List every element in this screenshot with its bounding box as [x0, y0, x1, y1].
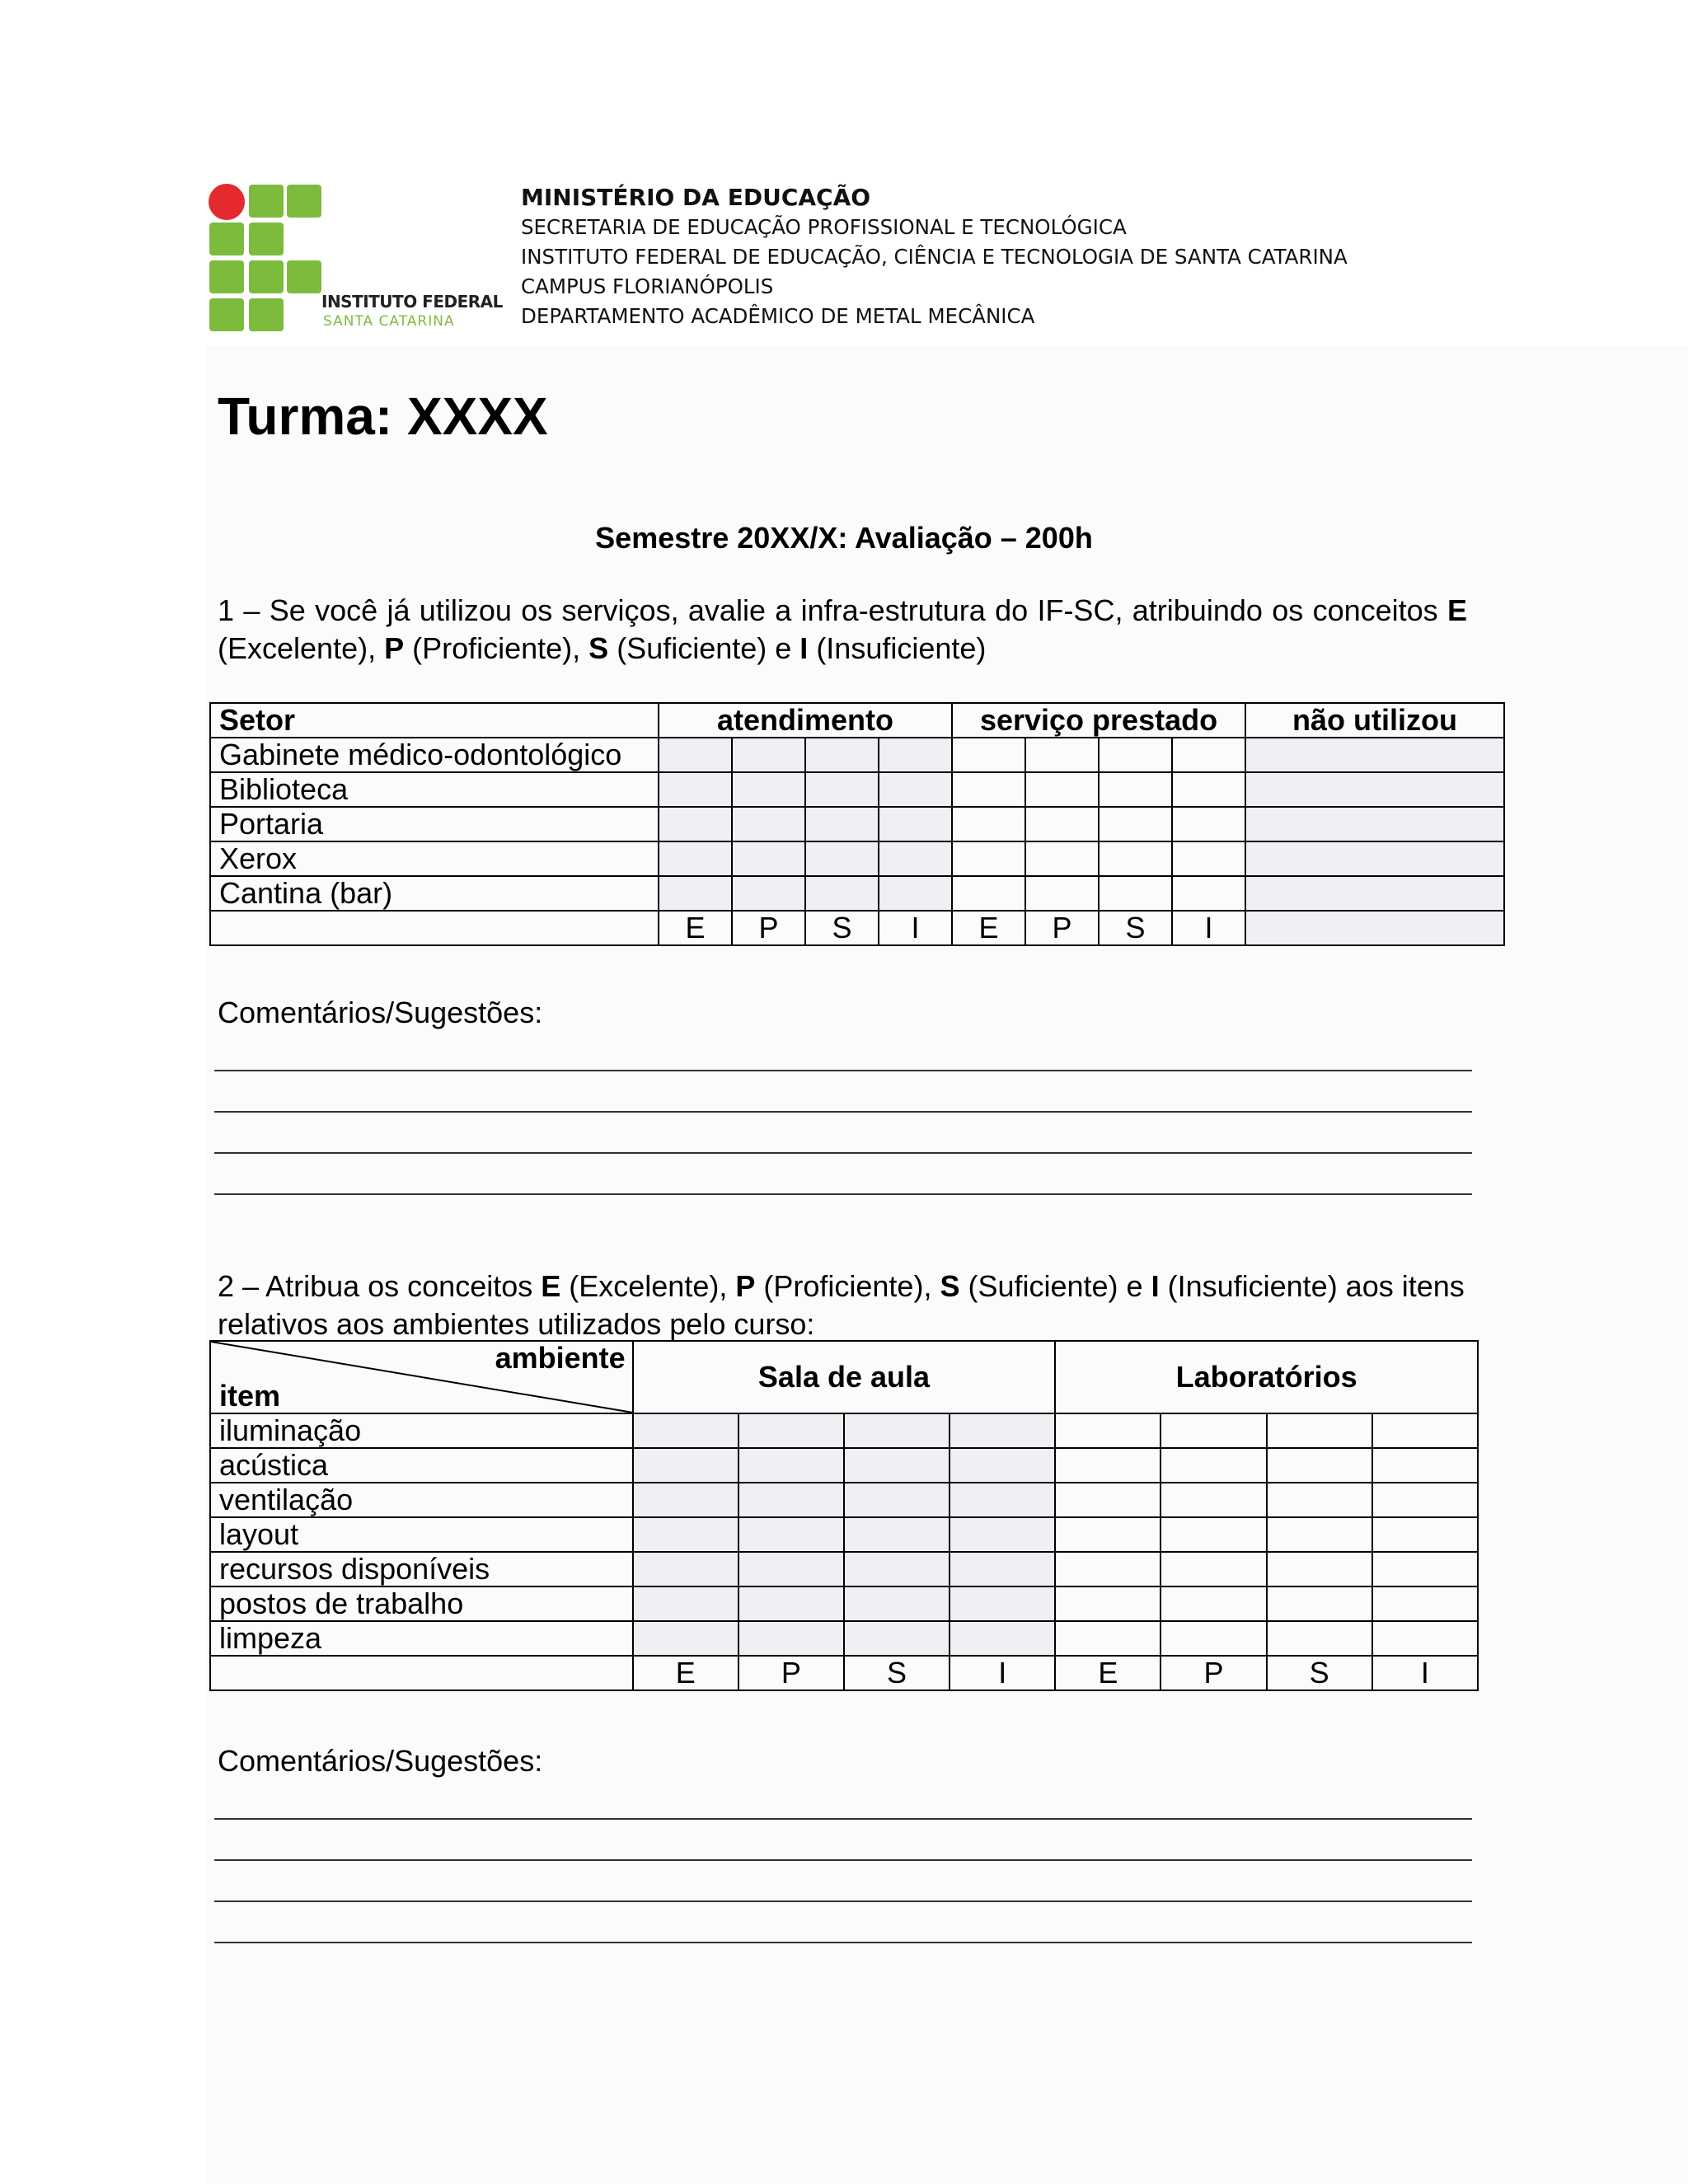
rating-cell[interactable] — [952, 738, 1025, 772]
rating-cell[interactable] — [1172, 876, 1245, 911]
rating-cell[interactable] — [1055, 1621, 1160, 1656]
rating-cell[interactable] — [659, 738, 732, 772]
environments-table — [209, 1340, 1479, 1691]
rating-cell[interactable] — [633, 1586, 738, 1621]
table-header-row — [210, 1341, 1478, 1413]
comment-line[interactable] — [214, 1818, 1472, 1820]
not-used-cell[interactable] — [1245, 841, 1504, 876]
scale-p: P — [738, 1656, 844, 1690]
rating-cell[interactable] — [844, 1586, 950, 1621]
rating-cell[interactable] — [659, 807, 732, 841]
table-row — [210, 1448, 1478, 1483]
header-line: CAMPUS FLORIANÓPOLIS — [521, 274, 774, 298]
diagonal-header-cell — [210, 1341, 633, 1413]
col-sala-de-aula: Sala de aula — [633, 1341, 1056, 1413]
q1-text: Se você já utilizou os serviços, avalie a infra-estrutura do IF-SC, atribuindo os conceitos — [269, 593, 1447, 627]
rating-cell[interactable] — [1025, 738, 1099, 772]
header-line: MINISTÉRIO DA EDUCAÇÃO — [521, 184, 871, 211]
rating-cell[interactable] — [1372, 1413, 1478, 1448]
table-row — [210, 738, 1504, 772]
rating-cell[interactable] — [738, 1552, 844, 1586]
rating-cell[interactable] — [879, 876, 952, 911]
comment-line[interactable] — [214, 1859, 1472, 1861]
rating-cell[interactable] — [1372, 1483, 1478, 1517]
q1-desc-p: (Proficiente), — [404, 631, 589, 665]
comment-line[interactable] — [214, 1070, 1472, 1071]
comment-line[interactable] — [214, 1942, 1472, 1943]
scale-s: S — [1267, 1656, 1372, 1690]
rating-cell[interactable] — [1160, 1483, 1266, 1517]
comment-line[interactable] — [214, 1193, 1472, 1195]
row-label: Cantina (bar) — [210, 876, 659, 911]
rating-cell[interactable] — [844, 1517, 950, 1552]
rating-cell[interactable] — [844, 1552, 950, 1586]
scale-p: P — [732, 911, 805, 945]
rating-cell[interactable] — [633, 1483, 738, 1517]
row-label: ventilação — [210, 1483, 633, 1517]
rating-cell[interactable] — [1099, 841, 1172, 876]
rating-cell[interactable] — [1055, 1586, 1160, 1621]
rating-cell[interactable] — [1055, 1448, 1160, 1483]
scale-s: S — [844, 1656, 950, 1690]
rating-cell[interactable] — [1099, 772, 1172, 807]
rating-cell[interactable] — [952, 772, 1025, 807]
table-row — [210, 1552, 1478, 1586]
not-used-cell[interactable] — [1245, 807, 1504, 841]
q2-desc-s: (Suficiente) e — [959, 1269, 1151, 1303]
q1-number: 1 – — [218, 593, 270, 627]
table-row — [210, 807, 1504, 841]
logo-text-line2: SANTA CATARINA — [323, 313, 455, 330]
rating-cell[interactable] — [879, 738, 952, 772]
rating-cell[interactable] — [1160, 1586, 1266, 1621]
q2-code-i: I — [1151, 1269, 1160, 1303]
rating-cell[interactable] — [1267, 1621, 1372, 1656]
scale-i: I — [1372, 1656, 1478, 1690]
rating-cell[interactable] — [1172, 841, 1245, 876]
scale-e: E — [659, 911, 732, 945]
rating-cell[interactable] — [1025, 841, 1099, 876]
empty-cell — [210, 911, 659, 945]
rating-cell[interactable] — [1025, 807, 1099, 841]
scale-i: I — [950, 1656, 1055, 1690]
scale-e: E — [633, 1656, 738, 1690]
rating-cell[interactable] — [1372, 1586, 1478, 1621]
row-label: Xerox — [210, 841, 659, 876]
rating-cell[interactable] — [1055, 1413, 1160, 1448]
q1-code-p: P — [384, 631, 405, 665]
rating-cell[interactable] — [1099, 738, 1172, 772]
q1-desc-i: (Insuficiente) — [808, 631, 987, 665]
rating-cell[interactable] — [950, 1552, 1055, 1586]
scale-i: I — [879, 911, 952, 945]
q2-code-s: S — [940, 1269, 960, 1303]
rating-cell[interactable] — [1160, 1552, 1266, 1586]
row-label: postos de trabalho — [210, 1586, 633, 1621]
turma-title: Turma: XXXX — [218, 387, 548, 446]
table-row — [210, 1483, 1478, 1517]
scale-row — [210, 911, 1504, 945]
rating-cell[interactable] — [844, 1413, 950, 1448]
col-servico-prestado: serviço prestado — [952, 703, 1245, 738]
row-label: acústica — [210, 1448, 633, 1483]
rating-cell[interactable] — [738, 1586, 844, 1621]
rating-cell[interactable] — [805, 807, 879, 841]
q2-number: 2 – — [218, 1269, 266, 1303]
header-line: SECRETARIA DE EDUCAÇÃO PROFISSIONAL E TECNOLÓGICA — [521, 215, 1127, 239]
rating-cell[interactable] — [1267, 1483, 1372, 1517]
not-used-cell[interactable] — [1245, 772, 1504, 807]
rating-cell[interactable] — [879, 807, 952, 841]
rating-cell[interactable] — [879, 841, 952, 876]
rating-cell[interactable] — [732, 738, 805, 772]
rating-cell[interactable] — [732, 841, 805, 876]
rating-cell[interactable] — [633, 1517, 738, 1552]
rating-cell[interactable] — [1267, 1586, 1372, 1621]
q2-desc-p: (Proficiente), — [755, 1269, 940, 1303]
rating-cell[interactable] — [738, 1413, 844, 1448]
comment-line[interactable] — [214, 1152, 1472, 1154]
rating-cell[interactable] — [738, 1483, 844, 1517]
q2-text: Atribua os conceitos — [265, 1269, 542, 1303]
rating-cell[interactable] — [738, 1621, 844, 1656]
services-table — [209, 702, 1505, 946]
empty-cell — [1245, 911, 1504, 945]
rating-cell[interactable] — [805, 772, 879, 807]
rating-cell[interactable] — [950, 1517, 1055, 1552]
rating-cell[interactable] — [1025, 772, 1099, 807]
rating-cell[interactable] — [1099, 876, 1172, 911]
scale-s: S — [1099, 911, 1172, 945]
scale-e: E — [952, 911, 1025, 945]
not-used-cell[interactable] — [1245, 876, 1504, 911]
rating-cell[interactable] — [633, 1413, 738, 1448]
table-row — [210, 1517, 1478, 1552]
q1-code-i: I — [799, 631, 809, 665]
scale-p: P — [1160, 1656, 1266, 1690]
rating-cell[interactable] — [659, 841, 732, 876]
rating-cell[interactable] — [1160, 1448, 1266, 1483]
rating-cell[interactable] — [1372, 1448, 1478, 1483]
rating-cell[interactable] — [1267, 1517, 1372, 1552]
comments-label-1: Comentários/Sugestões: — [218, 996, 543, 1029]
empty-cell — [210, 1656, 633, 1690]
rating-cell[interactable] — [1267, 1448, 1372, 1483]
not-used-cell[interactable] — [1245, 738, 1504, 772]
rating-cell[interactable] — [1025, 876, 1099, 911]
row-label: limpeza — [210, 1621, 633, 1656]
row-label: Portaria — [210, 807, 659, 841]
q2-desc-e: (Excelente), — [560, 1269, 736, 1303]
table-row — [210, 1621, 1478, 1656]
rating-cell[interactable] — [952, 807, 1025, 841]
rating-cell[interactable] — [633, 1621, 738, 1656]
rating-cell[interactable] — [879, 772, 952, 807]
rating-cell[interactable] — [1160, 1517, 1266, 1552]
comment-line[interactable] — [214, 1900, 1472, 1902]
semester-title: Semestre 20XX/X: Avaliação – 200h — [595, 521, 1093, 555]
q2-desc-i: (Insuficiente) aos itens relativos aos ambientes utilizados pelo curso: — [218, 1269, 1465, 1341]
rating-cell[interactable] — [1160, 1621, 1266, 1656]
header-line: INSTITUTO FEDERAL DE EDUCAÇÃO, CIÊNCIA E TECNOLOGIA DE SANTA CATARINA — [521, 245, 1348, 269]
q2-code-p: P — [735, 1269, 756, 1303]
q1-code-s: S — [588, 631, 609, 665]
table-row — [210, 841, 1504, 876]
row-label: Gabinete médico-odontológico — [210, 738, 659, 772]
rating-cell[interactable] — [950, 1448, 1055, 1483]
rating-cell[interactable] — [950, 1483, 1055, 1517]
rating-cell[interactable] — [1160, 1413, 1266, 1448]
scale-p: P — [1025, 911, 1099, 945]
rating-cell[interactable] — [952, 876, 1025, 911]
rating-cell[interactable] — [950, 1621, 1055, 1656]
rating-cell[interactable] — [1267, 1413, 1372, 1448]
header-item: item — [219, 1379, 281, 1413]
table-row — [210, 1413, 1478, 1448]
scale-row — [210, 1656, 1478, 1690]
rating-cell[interactable] — [1267, 1552, 1372, 1586]
table-row — [210, 772, 1504, 807]
rating-cell[interactable] — [1099, 807, 1172, 841]
scale-s: S — [805, 911, 879, 945]
rating-cell[interactable] — [844, 1483, 950, 1517]
rating-cell[interactable] — [732, 876, 805, 911]
rating-cell[interactable] — [805, 841, 879, 876]
col-atendimento: atendimento — [659, 703, 952, 738]
logo-text-line1: INSTITUTO FEDERAL — [321, 292, 503, 312]
rating-cell[interactable] — [1055, 1483, 1160, 1517]
col-laboratorios: Laboratórios — [1055, 1341, 1478, 1413]
rating-cell[interactable] — [738, 1517, 844, 1552]
rating-cell[interactable] — [1372, 1552, 1478, 1586]
header-line: DEPARTAMENTO ACADÊMICO DE METAL MECÂNICA — [521, 304, 1035, 328]
rating-cell[interactable] — [659, 876, 732, 911]
comment-line[interactable] — [214, 1111, 1472, 1113]
table-row — [210, 876, 1504, 911]
row-label: layout — [210, 1517, 633, 1552]
rating-cell[interactable] — [1172, 772, 1245, 807]
table-row — [210, 1586, 1478, 1621]
rating-cell[interactable] — [1055, 1552, 1160, 1586]
rating-cell[interactable] — [659, 772, 732, 807]
logo-red-circle — [209, 184, 245, 220]
row-label: iluminação — [210, 1413, 633, 1448]
rating-cell[interactable] — [844, 1448, 950, 1483]
q1-desc-s: (Suficiente) e — [608, 631, 800, 665]
table-header-row — [210, 703, 1504, 738]
question-1 — [218, 592, 1467, 668]
q1-code-e: E — [1447, 593, 1468, 627]
rating-cell[interactable] — [1055, 1517, 1160, 1552]
q1-desc-e: (Excelente), — [218, 631, 385, 665]
rating-cell[interactable] — [738, 1448, 844, 1483]
comments-label-2: Comentários/Sugestões: — [218, 1744, 543, 1778]
col-setor: Setor — [210, 703, 659, 738]
institution-logo — [208, 183, 503, 335]
rating-cell[interactable] — [633, 1552, 738, 1586]
question-2 — [218, 1268, 1467, 1343]
rating-cell[interactable] — [732, 772, 805, 807]
rating-cell[interactable] — [732, 807, 805, 841]
row-label: recursos disponíveis — [210, 1552, 633, 1586]
rating-cell[interactable] — [633, 1448, 738, 1483]
q2-code-e: E — [541, 1269, 561, 1303]
header-ambiente: ambiente — [495, 1341, 626, 1375]
row-label: Biblioteca — [210, 772, 659, 807]
scale-i: I — [1172, 911, 1245, 945]
rating-cell[interactable] — [952, 841, 1025, 876]
rating-cell[interactable] — [950, 1413, 1055, 1448]
col-nao-utilizou: não utilizou — [1245, 703, 1504, 738]
rating-cell[interactable] — [844, 1621, 950, 1656]
rating-cell[interactable] — [1372, 1517, 1478, 1552]
scale-e: E — [1055, 1656, 1160, 1690]
rating-cell[interactable] — [950, 1586, 1055, 1621]
logo-squares-icon — [208, 183, 323, 335]
rating-cell[interactable] — [1172, 807, 1245, 841]
rating-cell[interactable] — [805, 876, 879, 911]
institution-header — [521, 183, 1348, 331]
rating-cell[interactable] — [805, 738, 879, 772]
rating-cell[interactable] — [1372, 1621, 1478, 1656]
rating-cell[interactable] — [1172, 738, 1245, 772]
